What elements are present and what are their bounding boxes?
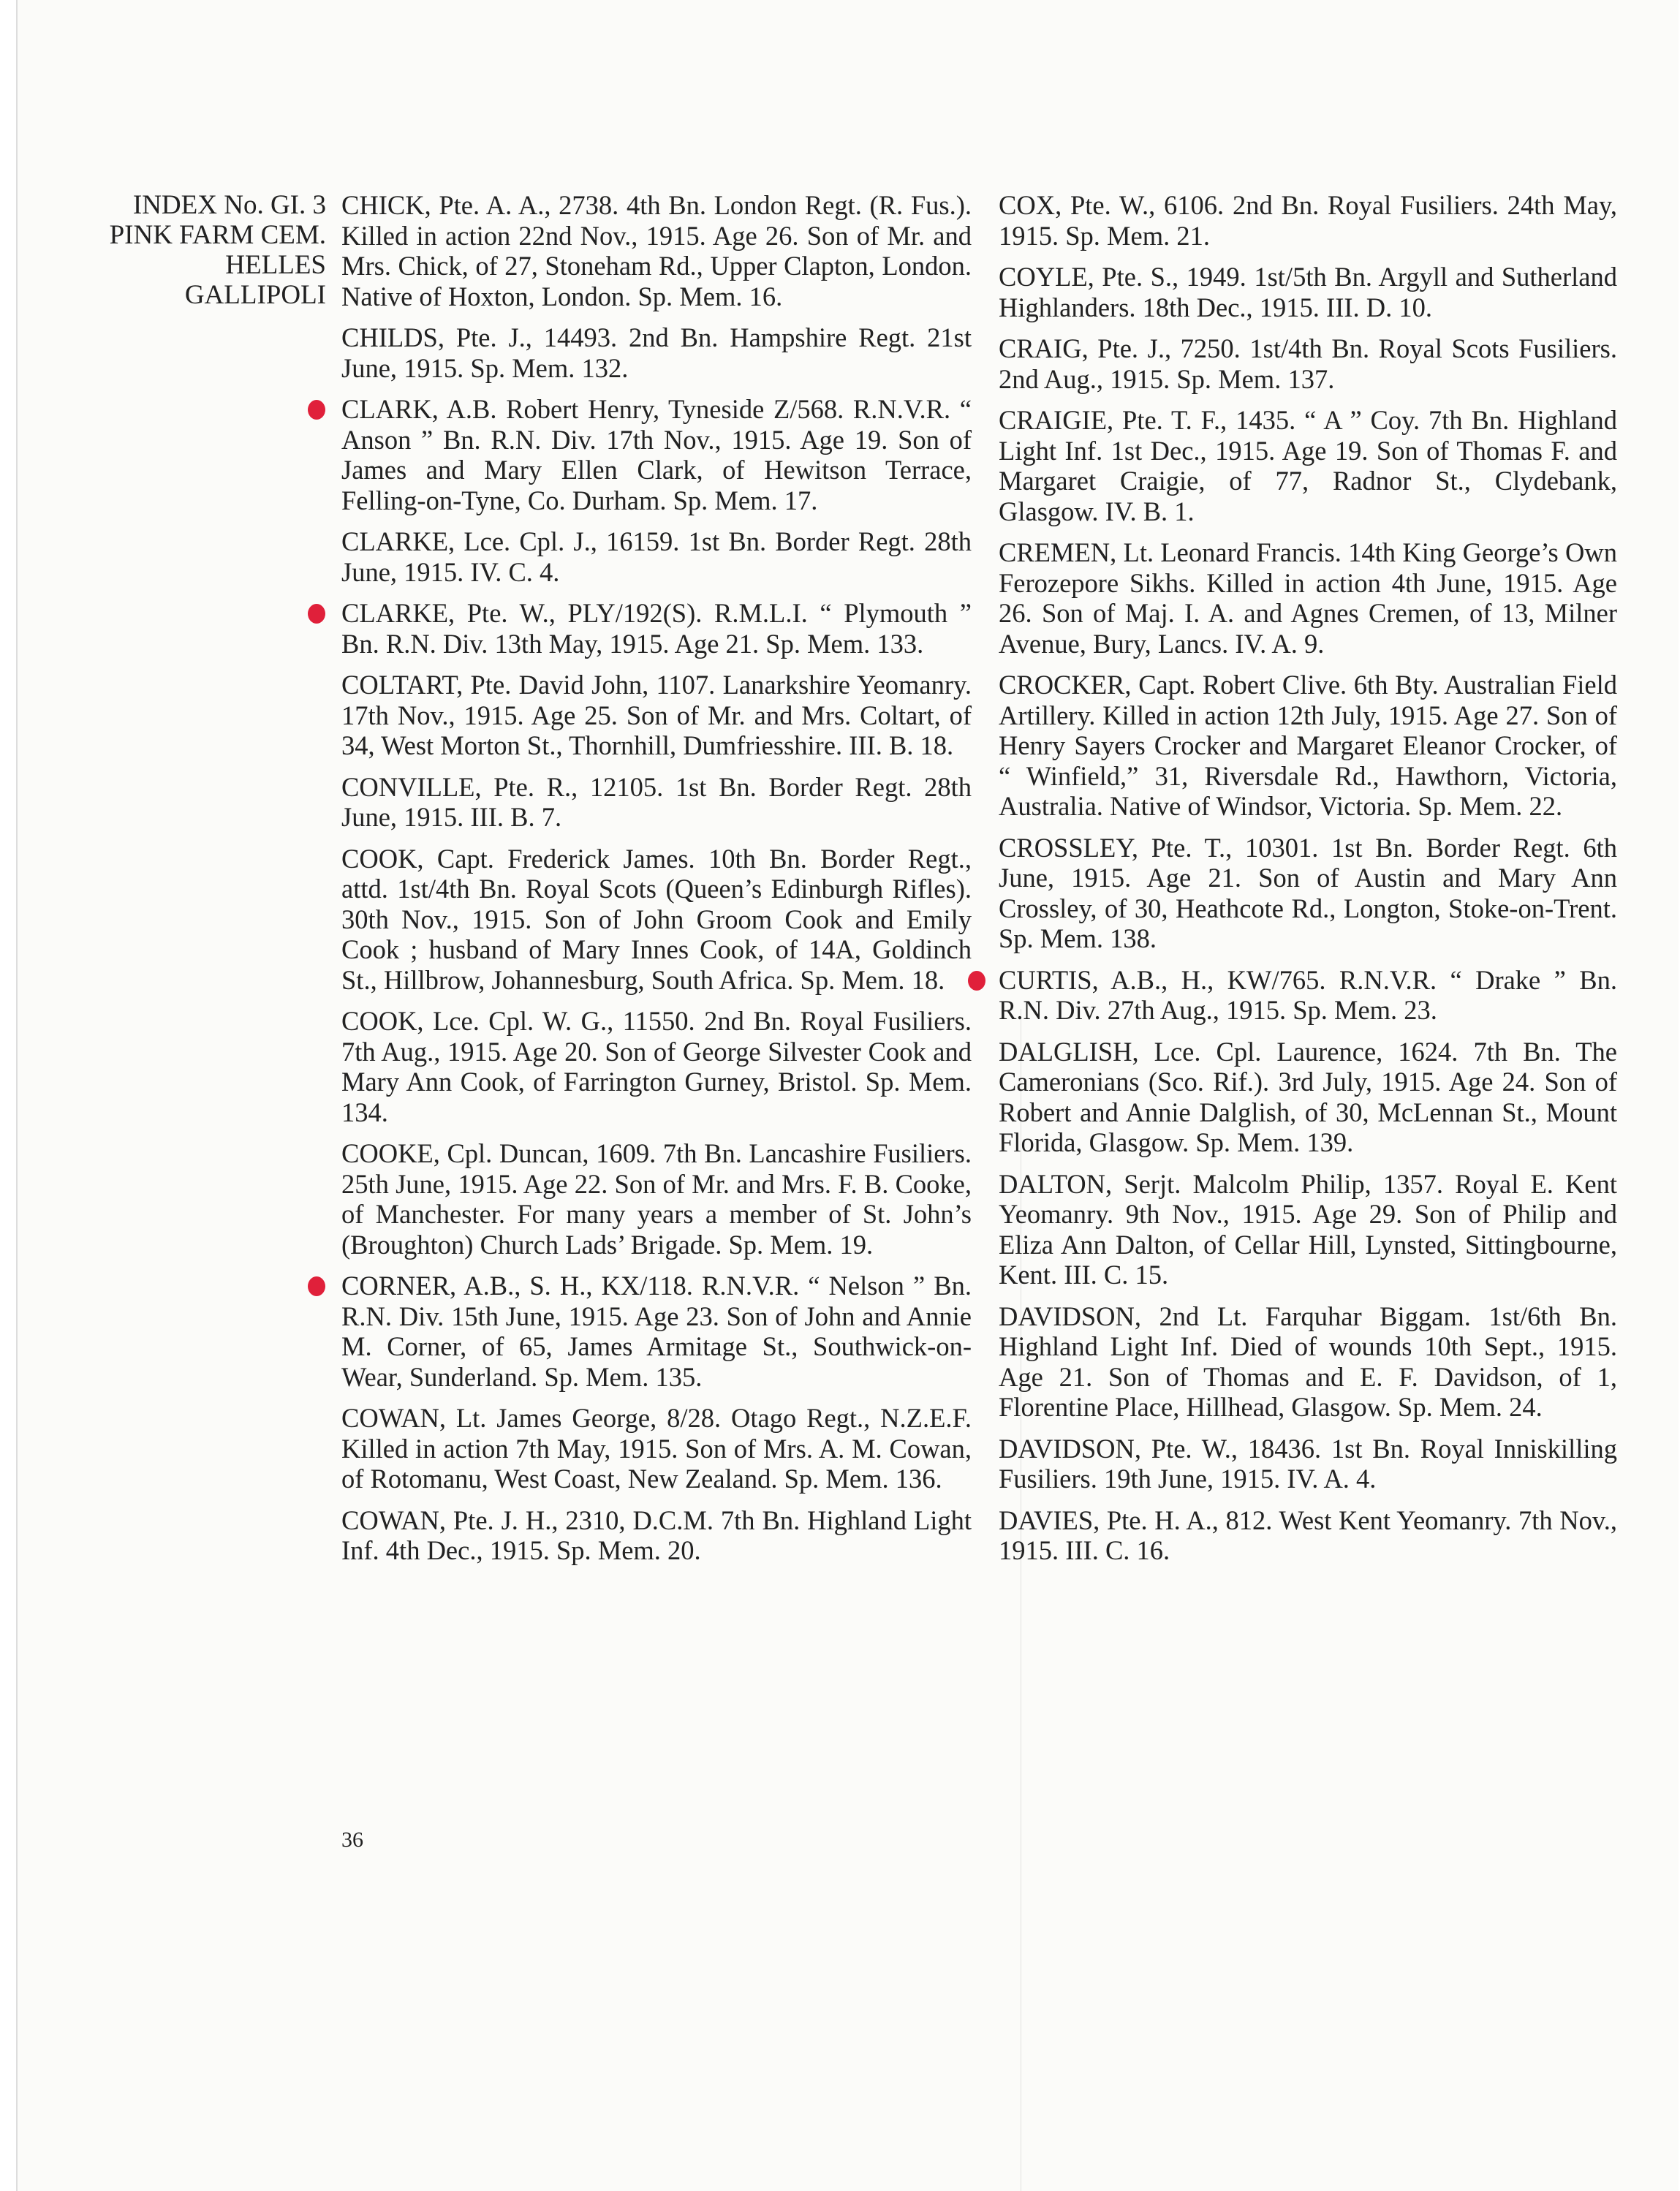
casualty-entry [341, 190, 972, 311]
entry-paragraph [341, 1006, 972, 1127]
left-column [341, 190, 972, 1577]
entry-details: Pte. A. A., 2738. 4th Bn. London Regt. (R. Fus.). Killed in action 22nd Nov., 1915. Age 26. Son of Mr. and Mrs. Chick, of 27, Stoneham Rd., Upper Clapton, London. Native of Hoxton, London. Sp. Mem. 16. [341, 190, 972, 311]
entry-surname: COWAN, [341, 1403, 446, 1433]
page-number: 36 [341, 1828, 363, 1852]
casualty-entry [999, 965, 1617, 1026]
cemetery-name: PINK FARM CEM. [109, 220, 326, 250]
entry-details: Pte. David John, 1107. Lanarkshire Yeomanry. 17th Nov., 1915. Age 25. Son of Mr. and Mrs. Coltart, of 34, West Morton St., Thornhill, Dumfriesshire. III. B. 18. [341, 670, 972, 760]
casualty-entry [999, 537, 1617, 659]
red-dot-marker [308, 1276, 325, 1296]
entry-paragraph [999, 262, 1617, 322]
document-page [16, 0, 1679, 2191]
entry-details: Lt. James George, 8/28. Otago Regt., N.Z.E.F. Killed in action 7th May, 1915. Son of Mrs. A. M. Cowan, of Rotomanu, West Coast, New Zealand. Sp. Mem. 136. [341, 1403, 972, 1494]
entry-paragraph [999, 1434, 1617, 1494]
entry-paragraph [341, 1138, 972, 1260]
entry-surname: CREMEN, [999, 537, 1117, 567]
entry-surname: COX, [999, 190, 1062, 220]
entry-details: A.B., H., KW/765. R.N.V.R. “ Drake ” Bn. R.N. Div. 27th Aug., 1915. Sp. Mem. 23. [999, 964, 1617, 1025]
casualty-entry [341, 598, 972, 659]
entry-surname: COYLE, [999, 262, 1094, 292]
entry-surname: CROCKER, [999, 670, 1132, 700]
entry-paragraph [999, 333, 1617, 394]
entry-paragraph [999, 965, 1617, 1026]
entry-surname: CORNER, [341, 1271, 457, 1301]
casualty-entry [999, 405, 1617, 526]
entry-paragraph [341, 1505, 972, 1566]
casualty-entry [999, 833, 1617, 954]
entry-surname: DAVIDSON, [999, 1301, 1142, 1331]
entry-details: Pte. R., 12105. 1st Bn. Border Regt. 28th June, 1915. III. B. 7. [341, 771, 972, 832]
entry-paragraph [341, 772, 972, 833]
entry-paragraph [341, 1403, 972, 1494]
entry-surname: CRAIG, [999, 333, 1089, 363]
entry-details: Pte. W., PLY/192(S). R.M.L.I. “ Plymouth ” Bn. R.N. Div. 13th May, 1915. Age 21. Sp. Mem. 133. [341, 598, 972, 659]
entry-details: Pte. W., 18436. 1st Bn. Royal Inniskilling Fusiliers. 19th June, 1915. IV. A. 4. [999, 1433, 1617, 1494]
entry-paragraph [341, 526, 972, 587]
entry-surname: CHILDS, [341, 322, 444, 352]
entry-paragraph [341, 844, 972, 996]
entry-paragraph [999, 190, 1617, 251]
entry-surname: CROSSLEY, [999, 832, 1139, 863]
entry-paragraph [341, 190, 972, 311]
casualty-entry [341, 1403, 972, 1494]
entry-paragraph [999, 537, 1617, 659]
red-dot-marker [308, 400, 325, 420]
casualty-entry [341, 1006, 972, 1127]
entry-surname: CLARKE, [341, 526, 455, 556]
entry-paragraph [999, 405, 1617, 526]
casualty-entry [999, 1434, 1617, 1494]
entry-surname: DALGLISH, [999, 1036, 1139, 1067]
entry-paragraph [341, 1271, 972, 1392]
entry-details: Cpl. Duncan, 1609. 7th Bn. Lancashire Fusiliers. 25th June, 1915. Age 22. Son of Mr. and Mrs. F. B. Cooke, of Manchester. For many years a member of St. John’s (Broughton) Church Lads’ Brigade. Sp. Mem. 19. [341, 1138, 972, 1260]
casualty-entry [341, 394, 972, 515]
entry-details: Pte. S., 1949. 1st/5th Bn. Argyll and Sutherland Highlanders. 18th Dec., 1915. III. D. 10. [999, 262, 1617, 322]
entry-paragraph [341, 598, 972, 659]
entry-surname: COLTART, [341, 670, 463, 700]
entry-details: A.B. Robert Henry, Tyneside Z/568. R.N.V.R. “ Anson ” Bn. R.N. Div. 17th Nov., 1915. Age 19. Son of James and Mary Ellen Clark, of Hewitson Terrace, Felling-on-Tyne, Co. Durham. Sp. Mem. 17. [341, 394, 972, 515]
entry-paragraph [999, 833, 1617, 954]
entry-details: Pte. J. H., 2310, D.C.M. 7th Bn. Highland Light Inf. 4th Dec., 1915. Sp. Mem. 20. [341, 1505, 972, 1565]
casualty-entry [341, 322, 972, 383]
index-number: INDEX No. GI. 3 [132, 190, 326, 220]
entry-surname: COOKE, [341, 1138, 440, 1168]
entry-surname: CONVILLE, [341, 771, 482, 802]
entry-paragraph [999, 1169, 1617, 1290]
entry-details: Pte. J., 14493. 2nd Bn. Hampshire Regt. 21st June, 1915. Sp. Mem. 132. [341, 322, 972, 383]
entry-details: Capt. Robert Clive. 6th Bty. Australian Field Artillery. Killed in action 12th July, 1915. Age 27. Son of Henry Sayers Crocker and Margaret Eleanor Crocker, of “ Winfield,” 31, Riversdale Rd., Hawthorn, Victoria, Australia. Native of Windsor, Victoria. Sp. Mem. 22. [999, 670, 1617, 821]
location-name: HELLES [225, 250, 326, 280]
cemetery-index-header [54, 190, 326, 310]
entry-details: Pte. W., 6106. 2nd Bn. Royal Fusiliers. 24th May, 1915. Sp. Mem. 21. [999, 190, 1617, 251]
casualty-entry [341, 1271, 972, 1392]
casualty-entry [999, 1037, 1617, 1158]
entry-details: Pte. T. F., 1435. “ A ” Coy. 7th Bn. Highland Light Inf. 1st Dec., 1915. Age 19. Son of Thomas F. and Margaret Craigie, of 77, Radnor St., Clydebank, Glasgow. IV. B. 1. [999, 405, 1617, 526]
casualty-entry [999, 1505, 1617, 1566]
entry-surname: DALTON, [999, 1168, 1113, 1199]
entry-paragraph [999, 670, 1617, 822]
casualty-entry [999, 1301, 1617, 1423]
entry-surname: CRAIGIE, [999, 405, 1114, 435]
entry-paragraph [999, 1301, 1617, 1423]
entry-details: Pte. T., 10301. 1st Bn. Border Regt. 6th June, 1915. Age 21. Son of Austin and Mary Ann Crossley, of 30, Heathcote Rd., Longton, Stoke-on-Trent. Sp. Mem. 138. [999, 832, 1617, 953]
entry-paragraph [999, 1505, 1617, 1566]
casualty-entry [341, 1505, 972, 1566]
entry-surname: DAVIES, [999, 1505, 1100, 1535]
entry-details: Lce. Cpl. J., 16159. 1st Bn. Border Regt. 28th June, 1915. IV. C. 4. [341, 526, 972, 587]
entry-surname: COOK, [341, 843, 424, 874]
region-name: GALLIPOLI [184, 280, 326, 310]
entry-details: Capt. Frederick James. 10th Bn. Border Regt., attd. 1st/4th Bn. Royal Scots (Queen’s Edinburgh Rifles). 30th Nov., 1915. Son of John Groom Cook and Emily Cook ; husband of Mary Innes Cook, of 14A, Goldinch St., Hillbrow, Johannesburg, South Africa. Sp. Mem. 18. [341, 843, 972, 995]
entry-details: 2nd Lt. Farquhar Biggam. 1st/6th Bn. Highland Light Inf. Died of wounds 10th Sept., 1915. Age 21. Son of Thomas and E. F. Davidson, of 1, Florentine Place, Hillhead, Glasgow. Sp. Mem. 24. [999, 1301, 1617, 1422]
right-column [999, 190, 1617, 1577]
entry-details: Lce. Cpl. Laurence, 1624. 7th Bn. The Cameronians (Sco. Rif.). 3rd July, 1915. Age 24. Son of Robert and Annie Dalglish, of 30, McLennan St., Mount Florida, Glasgow. Sp. Mem. 139. [999, 1036, 1617, 1157]
casualty-entry [999, 262, 1617, 322]
entry-surname: CLARK, [341, 394, 439, 424]
entry-details: Lce. Cpl. W. G., 11550. 2nd Bn. Royal Fusiliers. 7th Aug., 1915. Age 20. Son of George Silvester Cook and Mary Ann Cook, of Farrington Gurney, Bristol. Sp. Mem. 134. [341, 1006, 972, 1127]
entry-surname: CURTIS, [999, 964, 1099, 995]
entry-details: Pte. H. A., 812. West Kent Yeomanry. 7th Nov., 1915. III. C. 16. [999, 1505, 1617, 1565]
casualty-entry [341, 670, 972, 761]
entry-paragraph [341, 394, 972, 515]
entry-details: Pte. J., 7250. 1st/4th Bn. Royal Scots Fusiliers. 2nd Aug., 1915. Sp. Mem. 137. [999, 333, 1617, 394]
entry-surname: COOK, [341, 1006, 424, 1036]
entry-paragraph [341, 670, 972, 761]
entry-paragraph [999, 1037, 1617, 1158]
entry-surname: COWAN, [341, 1505, 446, 1535]
casualty-entry [999, 1169, 1617, 1290]
casualty-entry [341, 772, 972, 833]
entry-paragraph [341, 322, 972, 383]
entry-details: Lt. Leonard Francis. 14th King George’s Own Ferozepore Sikhs. Killed in action 4th June, 1915. Age 26. Son of Maj. I. A. and Agnes Cremen, of 13, Milner Avenue, Bury, Lancs. IV. A. 9. [999, 537, 1617, 659]
red-dot-marker [308, 604, 325, 624]
entry-surname: CLARKE, [341, 598, 455, 628]
entry-surname: CHICK, [341, 190, 431, 220]
casualty-entry [999, 190, 1617, 251]
casualty-entry [341, 526, 972, 587]
entry-surname: DAVIDSON, [999, 1433, 1142, 1464]
casualty-entry [999, 333, 1617, 394]
casualty-entry [999, 670, 1617, 822]
red-dot-marker [968, 971, 985, 991]
entry-details: A.B., S. H., KX/118. R.N.V.R. “ Nelson ” Bn. R.N. Div. 15th June, 1915. Age 23. Son of John and Annie M. Corner, of 65, James Armitage St., Southwick-on-Wear, Sunderland. Sp. Mem. 135. [341, 1271, 972, 1392]
entry-details: Serjt. Malcolm Philip, 1357. Royal E. Kent Yeomanry. 9th Nov., 1915. Age 29. Son of Philip and Eliza Ann Dalton, of Cellar Hill, Lynsted, Sittingbourne, Kent. III. C. 15. [999, 1168, 1617, 1290]
casualty-entry [341, 1138, 972, 1260]
casualty-entry [341, 844, 972, 996]
